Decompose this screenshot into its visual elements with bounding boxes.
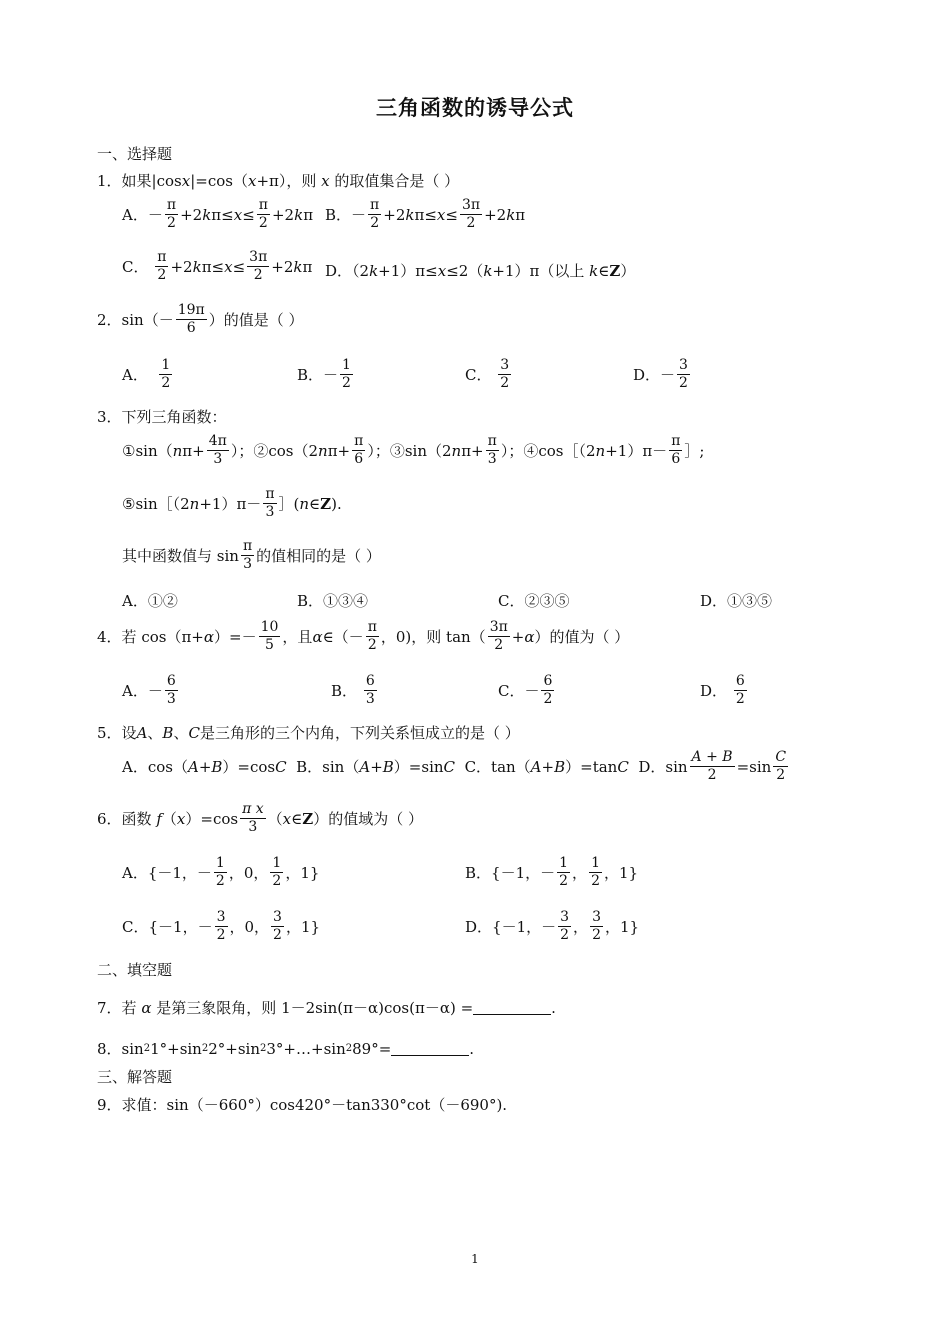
section-heading-solve: 三、解答题 <box>97 1068 173 1086</box>
question-2-option-a: A． $\frac{1}{2}$ <box>122 357 171 392</box>
question-9: 9． 求值：sin（－660°）cos420°－tan330°cot（－690°). <box>97 1096 508 1114</box>
question-1-stem: 1． 如果|cos x |=cos（ x +π），则 x 的取值集合是（ ） <box>97 171 460 190</box>
answer-blank-8[interactable] <box>391 1041 469 1056</box>
question-2-stem: 2． sin（－ $\frac{19\pi}{6}$ ）的值是（ ） <box>97 302 304 337</box>
question-6-option-d: D．{－1，－ $\frac{3}{2}$ ， $\frac{3}{2}$ ，1} <box>465 909 640 944</box>
question-4-option-a: A．－ $\frac{6}{3}$ <box>122 673 176 708</box>
question-6-option-c: C．{－1，－ $\frac{3}{2}$ ，0， $\frac{3}{2}$ ，1} <box>122 909 321 944</box>
question-1-option-c: C． $\frac{\pi}{2}$ +2 k π≤ x ≤ $\frac{3\pi}{2}$ +2 k π <box>122 249 313 284</box>
question-1-option-b: B． － $\frac{\pi}{2}$ +2 k π≤ x ≤ $\frac{3\pi}{2}$ +2 k π <box>325 197 526 232</box>
question-3-option-b: B．①③④ <box>297 592 369 610</box>
question-3-functions-row-1: ①sin（ n π+ $\frac{4\pi}{3}$ ）；②cos（2 n π+ $\frac{\pi}{6}$ ）；③sin（2 n π+ $\frac{\pi}{3}$ ）；④cos［（2 n +1）π－ $\frac{\pi}{6}$ ］; <box>122 433 705 468</box>
section-heading-fill: 二、填空题 <box>97 961 173 979</box>
question-4-stem: 4． 若 cos（π+ α ）=－ $\frac{10}{5}$ ，且 α ∈（－ $\frac{\pi}{2}$ ，0)，则 tan（ $\frac{3\pi}{2}$ + α ）的值为（ ） <box>97 619 630 654</box>
question-2-option-b: B．－ $\frac{1}{2}$ <box>297 357 351 392</box>
question-3-option-c: C．②③⑤ <box>498 592 570 610</box>
question-4-option-d: D． $\frac{6}{2}$ <box>700 673 745 708</box>
question-5-stem: 5． 设 A 、 B 、 C 是三角形的三个内角，下列关系恒成立的是（ ） <box>97 723 520 742</box>
question-3-option-d: D．①③⑤ <box>700 592 773 610</box>
question-2-option-c: C． $\frac{3}{2}$ <box>465 357 510 392</box>
question-1-option-a: A． － $\frac{\pi}{2}$ +2 k π≤ x ≤ $\frac{\pi}{2}$ +2 k π <box>122 197 314 232</box>
question-5-options: A．cos（ A + B ）=cos C B．sin（ A + B ）=sin C C．tan（ A + B ）=tan C D．sin $\frac{A + B}{2}$ =sin $\frac{C}{2}$ <box>122 749 787 784</box>
question-3-option-a: A．①② <box>122 592 178 610</box>
question-7: 7． 若 α 是第三象限角，则 1－2sin(π－α)cos(π－α) = . <box>97 998 556 1017</box>
page-title: 三角函数的诱导公式 <box>376 96 574 120</box>
page-number: 1 <box>471 1252 479 1266</box>
question-4-option-b: B． $\frac{6}{3}$ <box>331 673 375 708</box>
question-6-stem: 6． 函数 f （ x ）=cos $\frac{\text{π x}}{3}$ （ x ∈ Z ）的值域为（ ） <box>97 801 423 836</box>
answer-blank-7[interactable] <box>473 1000 551 1015</box>
question-6-option-a: A．{－1，－ $\frac{1}{2}$ ，0， $\frac{1}{2}$ ，1} <box>122 855 320 890</box>
question-3-ask: 其中函数值与 sin $\frac{\pi}{3}$ 的值相同的是（ ） <box>122 538 381 573</box>
question-8: 8． sin 2 1°+sin 2 2°+sin 2 3°+…+sin 2 89°= . <box>97 1039 475 1058</box>
question-2-option-d: D．－ $\frac{3}{2}$ <box>633 357 688 392</box>
question-6-option-b: B．{－1，－ $\frac{1}{2}$ ， $\frac{1}{2}$ ，1} <box>465 855 639 890</box>
question-4-option-c: C．－ $\frac{6}{2}$ <box>498 673 553 708</box>
question-3-functions-row-2: ⑤sin［（2 n +1）π－ $\frac{\pi}{3}$ ］( n ∈ Z ). <box>122 486 342 521</box>
section-heading-choice: 一、选择题 <box>97 145 173 163</box>
question-3-stem: 3． 下列三角函数： <box>97 408 227 426</box>
question-1-option-d: D．（2 k +1）π≤ x ≤2（ k +1）π（以上 k ∈ Z ） <box>325 261 636 280</box>
